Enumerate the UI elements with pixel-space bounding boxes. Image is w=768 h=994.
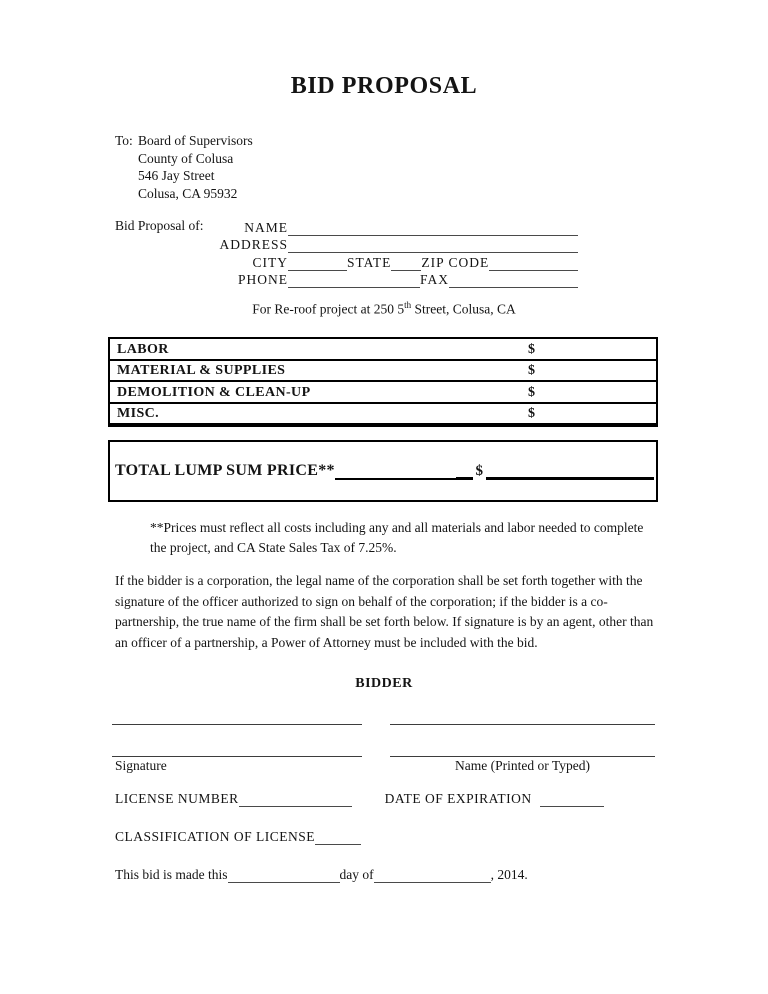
signature-section [112, 700, 655, 774]
state-field-label: STATE [347, 254, 392, 270]
material-supplies-row-label: MATERIAL & SUPPLIES [117, 363, 286, 378]
ordinal-superscript: th [404, 300, 412, 310]
total-amount-line-left [456, 467, 473, 480]
zip-field-line [489, 256, 578, 271]
license-number-row [115, 790, 655, 807]
phone-fax-row [115, 271, 578, 289]
misc-dollar-sign: $ [528, 406, 535, 421]
city-field-line [288, 256, 347, 271]
total-lump-sum-box [108, 440, 658, 502]
date-of-expiration-line [540, 792, 604, 807]
to-label: To: [115, 133, 133, 148]
bid-month-line [374, 868, 491, 883]
name-field-label: NAME [244, 219, 288, 235]
fax-field-line [449, 273, 578, 288]
bid-date-row [115, 866, 528, 883]
total-lump-sum-label: TOTAL LUMP SUM PRICE** [115, 462, 335, 479]
material-supplies-row [110, 361, 656, 383]
city-field-label: CITY [252, 254, 288, 270]
misc-row [110, 404, 656, 426]
bid-proposal-of-label: Bid Proposal of: [115, 217, 204, 233]
labor-row-label: LABOR [117, 341, 169, 357]
total-dollar-sign: $ [475, 463, 483, 479]
zip-field-label: ZIP CODE [421, 254, 490, 270]
labor-dollar-sign: $ [528, 341, 535, 357]
project-text-suffix: Street, Colusa, CA [411, 301, 516, 317]
document-title: BID PROPOSAL [290, 73, 478, 99]
recipient-block [115, 132, 253, 202]
prices-footnote: **Prices must reflect all costs including any and all materials and labor needed to complete the project, and CA State Sales Tax of 7.25%. [150, 520, 644, 555]
signature-blank-line-1 [112, 724, 362, 725]
state-field-line [391, 256, 421, 271]
total-lump-sum-row [115, 442, 654, 480]
city-state-zip-row [115, 253, 578, 271]
recipient-address [138, 132, 253, 202]
day-of-label: day of [339, 867, 374, 882]
signature-label: Signature [115, 758, 167, 773]
demolition-dollar-sign: $ [528, 384, 535, 400]
labor-row [110, 339, 656, 361]
project-description-line [0, 300, 768, 318]
phone-field-line [288, 273, 420, 288]
total-amount-line [486, 467, 654, 480]
signature-column [112, 700, 362, 774]
recipient-line: Board of Supervisors [138, 133, 253, 148]
bidder-info-fields [115, 218, 578, 288]
recipient-line: 546 Jay Street [138, 168, 215, 183]
bid-year-suffix: , 2014. [490, 867, 528, 882]
recipient-line: Colusa, CA 95932 [138, 185, 238, 201]
printed-name-label: Name (Printed or Typed) [455, 758, 590, 773]
legal-paragraph: If the bidder is a corporation, the legal name of the corporation shall be set forth together with the signature of the officer authorized to sign on behalf of the corporation; if the bidder is a co-partnership, the true name of the firm shall be set forth below. If signature is by an agent, other than an officer of a partnership, a Power of Attorney must be included with the bid. [115, 573, 654, 650]
phone-field-label: PHONE [237, 272, 288, 287]
printed-name-column [390, 700, 655, 774]
total-leader-line [335, 468, 456, 480]
misc-row-label: MISC. [117, 406, 160, 421]
material-dollar-sign: $ [528, 363, 535, 378]
name-row [115, 218, 578, 236]
name-field-line [288, 221, 578, 236]
demolition-cleanup-row-label: DEMOLITION & CLEAN-UP [117, 384, 311, 400]
date-of-expiration-label: DATE OF EXPIRATION [384, 791, 532, 806]
address-field-label: ADDRESS [219, 237, 288, 252]
classification-line [315, 830, 361, 845]
license-number-label: LICENSE NUMBER [115, 791, 239, 806]
project-text-prefix: For Re-roof project at 250 5 [252, 301, 405, 317]
bid-made-prefix: This bid is made this [115, 867, 228, 882]
demolition-cleanup-row [110, 382, 656, 404]
license-number-line [239, 792, 352, 807]
classification-of-license-label: CLASSIFICATION OF LICENSE [115, 829, 316, 844]
bid-day-line [228, 868, 340, 883]
address-field-line [288, 238, 578, 253]
fax-field-label: FAX [420, 272, 450, 287]
address-row [115, 236, 578, 254]
classification-row [115, 828, 361, 845]
recipient-line: County of Colusa [138, 150, 234, 166]
printed-name-blank-line-1 [390, 724, 655, 725]
cost-breakdown-table [108, 337, 658, 427]
bidder-section-heading: BIDDER [355, 676, 413, 691]
